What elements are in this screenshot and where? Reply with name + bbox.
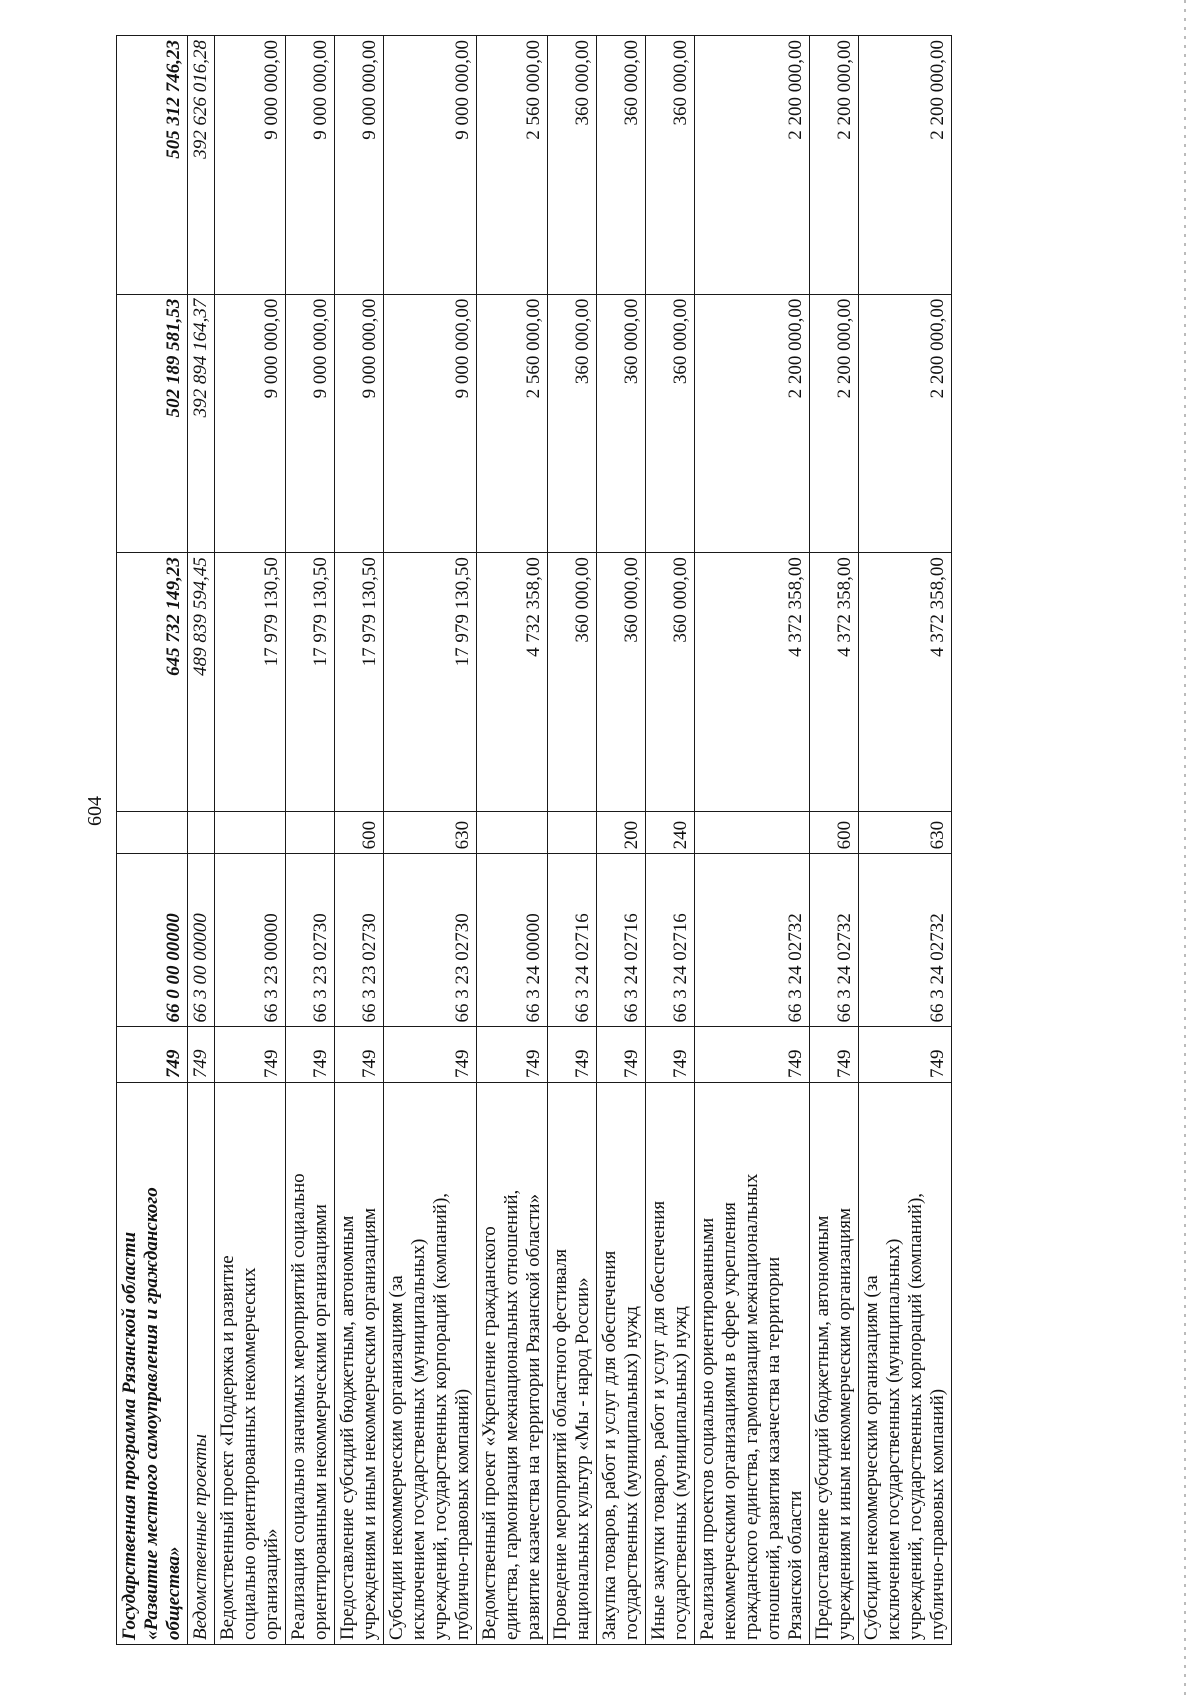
expense-type-cell: 600	[335, 811, 384, 854]
table-row	[548, 36, 597, 1645]
row-name-cell: Субсидии некоммерческим организациям (за исключением государственных (муниципальных) учреждений, государственных корпораций (компаний), публично-правовых компаний)	[859, 1083, 952, 1645]
ministry-code-cell: 749	[810, 1027, 859, 1083]
ministry-code-cell: 749	[695, 1027, 810, 1083]
amount-year3-cell: 392 626 016,28	[188, 36, 215, 295]
page-number: 604	[84, 796, 106, 826]
target-article-cell: 66 0 00 00000	[117, 854, 188, 1027]
target-article-cell: 66 3 23 02730	[335, 854, 384, 1027]
amount-year2-cell: 2 560 000,00	[477, 294, 548, 553]
expense-type-cell	[695, 811, 810, 854]
ministry-code-cell: 749	[859, 1027, 952, 1083]
amount-year3-cell: 2 200 000,00	[859, 36, 952, 295]
amount-year2-cell: 9 000 000,00	[335, 294, 384, 553]
target-article-cell: 66 3 23 02730	[286, 854, 335, 1027]
amount-year2-cell: 2 200 000,00	[695, 294, 810, 553]
expense-type-cell: 240	[646, 811, 695, 854]
ministry-code-cell: 749	[597, 1027, 646, 1083]
amount-year1-cell: 360 000,00	[646, 553, 695, 812]
target-article-cell: 66 3 00 00000	[188, 854, 215, 1027]
expense-type-cell: 630	[384, 811, 477, 854]
amount-year3-cell: 2 200 000,00	[695, 36, 810, 295]
amount-year2-cell: 9 000 000,00	[215, 294, 286, 553]
amount-year2-cell: 502 189 581,53	[117, 294, 188, 553]
amount-year2-cell: 360 000,00	[548, 294, 597, 553]
amount-year2-cell: 360 000,00	[597, 294, 646, 553]
target-article-cell: 66 3 24 02732	[810, 854, 859, 1027]
amount-year2-cell: 392 894 164,37	[188, 294, 215, 553]
row-name-cell: Ведомственный проект «Укрепление гражданского единства, гармонизация межнациональных отношений, развитие казачества на территории Рязанской области»	[477, 1083, 548, 1645]
amount-year1-cell: 17 979 130,50	[286, 553, 335, 812]
table-row	[477, 36, 548, 1645]
amount-year2-cell: 9 000 000,00	[286, 294, 335, 553]
amount-year3-cell: 505 312 746,23	[117, 36, 188, 295]
table-row	[215, 36, 286, 1645]
table-row	[384, 36, 477, 1645]
budget-table-body	[117, 36, 952, 1645]
amount-year3-cell: 360 000,00	[646, 36, 695, 295]
row-name-cell: Реализация проектов социально ориентированными некоммерческими организациями в сфере укрепления гражданского единства, гармонизации межнациональных отношений, развития казачества на территории Рязанской области	[695, 1083, 810, 1645]
expense-type-cell	[215, 811, 286, 854]
table-row	[810, 36, 859, 1645]
amount-year1-cell: 17 979 130,50	[384, 553, 477, 812]
row-name-cell: Реализация социально значимых мероприятий социально ориентированными некоммерческими организациями	[286, 1083, 335, 1645]
amount-year3-cell: 9 000 000,00	[335, 36, 384, 295]
amount-year2-cell: 2 200 000,00	[810, 294, 859, 553]
target-article-cell: 66 3 24 02716	[548, 854, 597, 1027]
amount-year1-cell: 645 732 149,23	[117, 553, 188, 812]
expense-type-cell	[548, 811, 597, 854]
expense-type-cell: 200	[597, 811, 646, 854]
amount-year1-cell: 17 979 130,50	[335, 553, 384, 812]
row-name-cell: Предоставление субсидий бюджетным, автономным учреждениям и иным некоммерческим организациям	[810, 1083, 859, 1645]
amount-year3-cell: 9 000 000,00	[384, 36, 477, 295]
target-article-cell: 66 3 24 02716	[597, 854, 646, 1027]
target-article-cell: 66 3 24 00000	[477, 854, 548, 1027]
amount-year1-cell: 4 372 358,00	[859, 553, 952, 812]
row-name-cell: Закупка товаров, работ и услуг для обеспечения государственных (муниципальных) нужд	[597, 1083, 646, 1645]
ministry-code-cell: 749	[188, 1027, 215, 1083]
table-row	[646, 36, 695, 1645]
row-name-cell: Ведомственные проекты	[188, 1083, 215, 1645]
amount-year3-cell: 2 560 000,00	[477, 36, 548, 295]
amount-year2-cell: 360 000,00	[646, 294, 695, 553]
table-row	[117, 36, 188, 1645]
amount-year1-cell: 17 979 130,50	[215, 553, 286, 812]
amount-year2-cell: 2 200 000,00	[859, 294, 952, 553]
table-row	[335, 36, 384, 1645]
amount-year3-cell: 360 000,00	[548, 36, 597, 295]
budget-table	[116, 35, 952, 1645]
ministry-code-cell: 749	[335, 1027, 384, 1083]
table-row	[695, 36, 810, 1645]
amount-year1-cell: 4 372 358,00	[810, 553, 859, 812]
amount-year3-cell: 9 000 000,00	[286, 36, 335, 295]
row-name-cell: Ведомственный проект «Поддержка и развитие социально ориентированных некоммерческих организаций»	[215, 1083, 286, 1645]
ministry-code-cell: 749	[477, 1027, 548, 1083]
ministry-code-cell: 749	[548, 1027, 597, 1083]
row-name-cell: Проведение мероприятий областного фестиваля национальных культур «Мы - народ России»	[548, 1083, 597, 1645]
expense-type-cell	[477, 811, 548, 854]
target-article-cell: 66 3 24 02732	[859, 854, 952, 1027]
amount-year1-cell: 360 000,00	[597, 553, 646, 812]
ministry-code-cell: 749	[286, 1027, 335, 1083]
ministry-code-cell: 749	[215, 1027, 286, 1083]
budget-table-container	[116, 35, 952, 1645]
amount-year1-cell: 360 000,00	[548, 553, 597, 812]
amount-year1-cell: 489 839 594,45	[188, 553, 215, 812]
target-article-cell: 66 3 24 02732	[695, 854, 810, 1027]
amount-year3-cell: 2 200 000,00	[810, 36, 859, 295]
scan-edge-artifact	[1184, 0, 1186, 1695]
expense-type-cell	[117, 811, 188, 854]
expense-type-cell	[188, 811, 215, 854]
expense-type-cell: 600	[810, 811, 859, 854]
ministry-code-cell: 749	[384, 1027, 477, 1083]
amount-year3-cell: 9 000 000,00	[215, 36, 286, 295]
target-article-cell: 66 3 23 02730	[384, 854, 477, 1027]
table-row	[597, 36, 646, 1645]
target-article-cell: 66 3 23 00000	[215, 854, 286, 1027]
expense-type-cell: 630	[859, 811, 952, 854]
table-row	[859, 36, 952, 1645]
amount-year2-cell: 9 000 000,00	[384, 294, 477, 553]
amount-year3-cell: 360 000,00	[597, 36, 646, 295]
ministry-code-cell: 749	[646, 1027, 695, 1083]
row-name-cell: Иные закупки товаров, работ и услуг для обеспечения государственных (муниципальных) нужд	[646, 1083, 695, 1645]
row-name-cell: Предоставление субсидий бюджетным, автономным учреждениям и иным некоммерческим организациям	[335, 1083, 384, 1645]
table-row	[286, 36, 335, 1645]
ministry-code-cell: 749	[117, 1027, 188, 1083]
expense-type-cell	[286, 811, 335, 854]
row-name-cell: Субсидии некоммерческим организациям (за исключением государственных (муниципальных) учреждений, государственных корпораций (компаний), публично-правовых компаний)	[384, 1083, 477, 1645]
amount-year1-cell: 4 372 358,00	[695, 553, 810, 812]
row-name-cell: Государственная программа Рязанской области «Развитие местного самоуправления и гражданского общества»	[117, 1083, 188, 1645]
target-article-cell: 66 3 24 02716	[646, 854, 695, 1027]
amount-year1-cell: 4 732 358,00	[477, 553, 548, 812]
table-row	[188, 36, 215, 1645]
